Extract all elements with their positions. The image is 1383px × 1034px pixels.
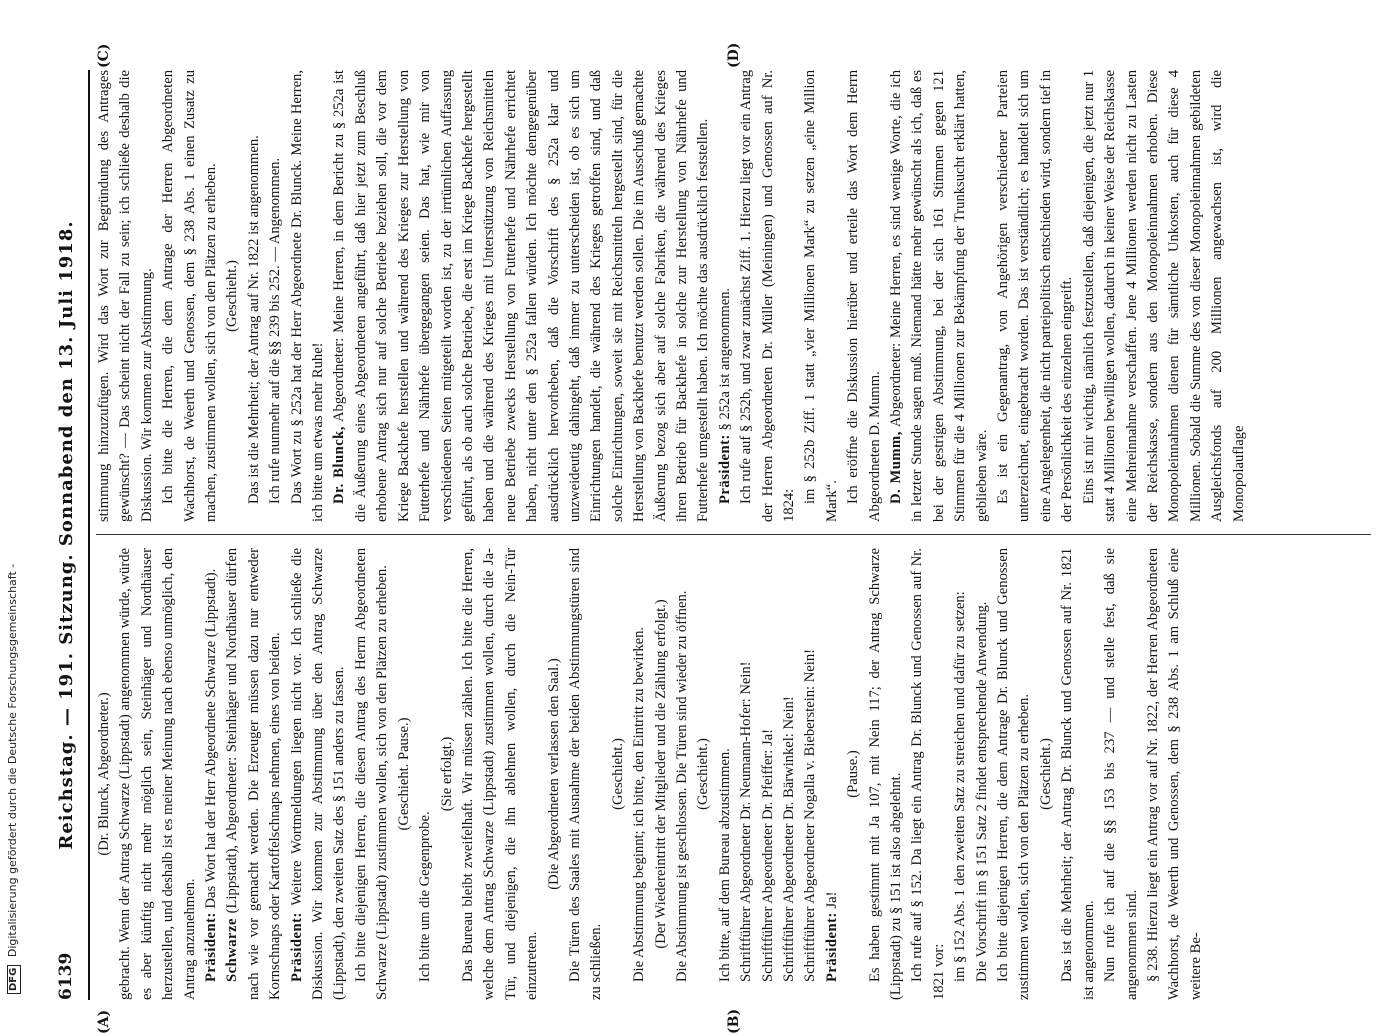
- paragraph-text: (Lippstadt), Abgeordneter: Steinhäger und Nordhäuser dürfen nach wie vor gemacht werden. Die Erzeuger müssen dazu nur entweder Kornschnaps oder Kartoffelschnaps nehmen, eines von beiden.: [224, 548, 284, 1000]
- paragraph: [351, 548, 394, 1000]
- paragraph: [993, 70, 1079, 522]
- paragraph: [265, 70, 286, 522]
- paragraph-text: Abgeordneter: Meine Herren, in dem Bericht zu § 252a ist die Äußerung eines Abgeordneten angeführt, daß hier jetzt zum Beschluß erhobene Antrag sich nur auf solche Betriebe beziehen soll, die vor dem Kriege Backhefe herstellen und während des Krieges zur Herstellung von Futterhefe und Nährhefe übergegangen seien. Das hat, wie mir von verschiedenen Seiten mitgeteilt worden ist, zu der irrtümlichen Auffassung geführt, als ob auch solche Betriebe, die erst im Kriege Backhefe hergestellt haben und die während des Krieges mit Unterstützung von Reichsmitteln neue Betriebe zwecks Herstellung von Futterhefe und Nährhefe errichtet haben, nicht unter den § 252a fallen würden. Ich möchte demgegenüber ausdrücklich hervorheben, daß die Vorschrift des § 252a klar und unzweideutig dahingeht, daß immer zu unterscheiden ist, ob es sich um Einrichtungen handelt, die während des Krieges getroffen sind, und daß solche Einrichtungen, soweit sie mit Reichsmitteln hergestellt sind, für die Herstellung von Backhefe benutzt werden sollen. Die im Ausschuß gemachte Äußerung bezog sich aber auf solche Fabriken, die während des Krieges ihren Betrieb für Backhefe in solche zur Herstellung von Nährhefe und Futterhefe umgestellt haben. Ich möchte das ausdrücklich feststellen.: [331, 70, 712, 522]
- paragraph-text: Eins ist mir wichtig, nämlich festzustellen, daß diejenigen, die jetzt nur 1 statt 4 Millionen bewilligen wollen, dadurch in keiner Weise der Reichskasse eine Mehreinnahme verschaffen. Jene 4 Millionen werden nicht zu Lasten der Reichskasse, sondern aus den Monopoleinnahmen erhoben. Diese Monopoleinnahmen dienen für sämtliche Unkosten, auch für diese 4 Millionen. Sobald die Summe des von dieser Monopoleinnahmen gebildeten Ausgleichsfonds auf 200 Millionen angewachsen ist, wird die Monopolauflage: [1080, 70, 1247, 522]
- dfg-logo: DFG: [7, 965, 21, 994]
- paragraph: [94, 70, 158, 522]
- speaker-name: Präsident:: [288, 912, 305, 982]
- paragraph: [651, 548, 672, 1000]
- paragraph-text: Schriftführer Abgeordneter Dr. Bärwinkel: Nein!: [781, 696, 797, 982]
- paragraph-text: Es ist ein Gegenantrag, von Angehörigen verschiedener Parteien unterzeichnet, eingebracht worden. Das ist verständlich; es handelt sich um eine Angelegenheit, die nicht parteipolitisch entschieden wird, sondern tief in der Persönlichkeit des einzelnen eingreift.: [995, 70, 1076, 522]
- paragraph-text: (Geschieht.): [695, 738, 712, 810]
- paragraph-text: Weitere Wortmeldungen liegen nicht vor. Ich schließe die Diskussion. Wir kommen zur Abstimmung über den Antrag Schwarze (Lippstadt), den zweiten Satz des § 151 anders zu fassen.: [288, 548, 348, 1000]
- paragraph-text: Ja!: [823, 891, 840, 913]
- paragraph: [1100, 548, 1143, 1000]
- paragraph: [94, 548, 115, 1000]
- paragraph: [608, 548, 629, 1000]
- paragraph: [865, 548, 908, 1000]
- paragraph: [672, 548, 693, 1000]
- digitization-credit: [4, 4, 22, 994]
- margin-mark-a: (A): [96, 1009, 112, 1034]
- paragraph-text: Ich bitte, auf dem Bureau abzustimmen.: [716, 748, 733, 982]
- speaker-name: Präsident:: [716, 434, 733, 504]
- margin-mark-b: (B): [726, 1008, 742, 1034]
- paragraph-text: Die Abstimmung beginnt; ich bitte, den Eintritt zu bewirken.: [631, 626, 648, 982]
- paragraph-text: stimmung hinzuzufügen. Wird das Wort zur Begründung des Antrages gewünscht? — Das scheint nicht der Fall zu sein; ich schließe deshalb die Diskussion. Wir kommen zur Abstimmung.: [96, 70, 155, 522]
- paragraph: [437, 548, 458, 1000]
- paragraph: [394, 548, 415, 1000]
- paragraph-text: Ich rufe auf § 152. Da liegt ein Antrag Dr. Blunck und Genossen auf Nr. 1821 vor:: [909, 548, 947, 1000]
- paragraph: [329, 70, 714, 522]
- paragraph-text: (Die Abgeordneten verlassen den Saal.): [545, 658, 562, 890]
- paragraph: [693, 548, 714, 1000]
- paragraph-text: im § 252b Ziff. 1 statt „vier Millionen Mark“ zu setzen „eine Million Mark“.: [802, 70, 840, 522]
- paragraph-text: § 252a ist angenommen.: [716, 287, 733, 435]
- paragraph-text: § 238. Hierzu liegt ein Antrag vor auf Nr. 1822, der Herren Abgeordneten Wachhorst, de Weerth und Genossen, dem § 238 Abs. 1 am Schluß eine weitere Be-: [1144, 548, 1204, 1000]
- paragraph: [158, 70, 222, 522]
- paragraph: [822, 548, 843, 1000]
- paragraph-text: Das ist die Mehrheit; der Antrag Dr. Blunck und Genossen auf Nr. 1821 ist angenommen.: [1059, 548, 1097, 1000]
- paragraph: [415, 548, 436, 1000]
- paragraph: [736, 70, 800, 522]
- paragraph-text: Nun rufe ich auf die §§ 153 bis 237 — und stelle fest, daß sie angenommen sind.: [1102, 548, 1140, 1000]
- paragraph: [1079, 70, 1250, 522]
- paragraph-text: (Geschieht.): [224, 260, 241, 332]
- paragraph: [800, 548, 821, 1000]
- rotated-page: [50, 42, 1380, 1034]
- paragraph-text: Schriftführer Abgeordneter Dr. Pfeiffer: Ja!: [759, 728, 776, 982]
- paragraph: [715, 548, 736, 1000]
- paragraph: [1036, 548, 1057, 1000]
- paragraph-text: Ich bitte diejenigen Herren, die diesen Antrag des Herrn Abgeordneten Schwarze (Lippstadt) zustimmen wollen, sich von den Plätzen zu erheben.: [352, 548, 391, 1000]
- paragraph-text: Das Wort zu § 252a hat der Herr Abgeordnete Dr. Blunck. Meine Herren, ich bitte um etwas mehr Ruhe!: [288, 70, 327, 522]
- paragraph: [565, 548, 608, 1000]
- paragraph-text: Die Türen des Saales mit Ausnahme der beiden Abstimmungstüren sind zu schließen.: [566, 548, 605, 1000]
- paragraph: [993, 548, 1036, 1000]
- paragraph-text: Schriftführer Abgeordneter Nogalla v. Bieberstein: Nein!: [802, 649, 819, 982]
- paragraph: [1057, 548, 1100, 1000]
- paragraph-text: Ich eröffne die Diskussion hierüber und erteile das Wort dem Herrn Abgeordneten D. Mumm.: [845, 70, 883, 522]
- paragraph: [287, 548, 351, 1000]
- paragraph-text: (Sie erfolgt.): [438, 736, 455, 812]
- paragraph: [907, 548, 950, 1000]
- paragraph-text: Ich rufe nunmehr auf die §§ 239 bis 252. — Angenommen.: [267, 157, 284, 504]
- speaker-name: D. Mumm,: [888, 431, 905, 504]
- paragraph-text: Das Bureau bleibt zweifelhaft. Wir müssen zählen. Ich bitte die Herren, welche dem Antrag Schwarze (Lippstadt) zustimmen wollen, durch die Ja-Tür, und diejenigen, die ihn ablehnen wollen, durch die Nein-Tür einzutreten.: [459, 548, 541, 1000]
- paragraph-text: (Geschieht.): [1037, 738, 1054, 810]
- paragraph-text: Das ist die Mehrheit; der Antrag auf Nr. 1822 ist angenommen.: [245, 135, 262, 504]
- paragraph-text: Die Abstimmung ist geschlossen. Die Türen sind wieder zu öffnen.: [673, 590, 690, 982]
- paragraph: [244, 70, 265, 522]
- paragraph: [843, 548, 864, 1000]
- paragraph-text: Das Wort hat der Herr Abgeordnete Schwarze (Lippstadt).: [203, 568, 220, 913]
- paragraph-text: gebracht. Wenn der Antrag Schwarze (Lippstadt) angenommen würde, würde es aber künftig nicht mehr möglich sein, Steinhäger und Nordhäuser herzustellen, und deshalb ist es meiner Meinung nach ebenso unmöglich, den Antrag anzunehmen.: [117, 548, 198, 1000]
- paragraph-text: (Dr. Blunck, Abgeordneter.): [96, 692, 112, 856]
- right-column: [94, 70, 1250, 522]
- column-divider: [96, 534, 1371, 535]
- paragraph: [950, 548, 971, 1000]
- paragraph: [201, 548, 222, 1000]
- page-header: [50, 70, 90, 1000]
- paragraph: [1143, 548, 1207, 1000]
- paragraph: [886, 70, 993, 522]
- paragraph: [758, 548, 779, 1000]
- speaker-name: Präsident:: [203, 912, 220, 982]
- credit-text: Digitalisierung gefördert durch die Deutsche Forschungsgemeinschaft -: [6, 563, 19, 958]
- paragraph-text: Ich bitte diejenigen Herren, die dem Antrage Dr. Blunck und Genossen zustimmen wollen, sich von den Plätzen zu erheben.: [995, 548, 1033, 1000]
- paragraph: [544, 548, 565, 1000]
- paragraph: [287, 70, 330, 522]
- paragraph-text: Es haben gestimmt mit Ja 107, mit Nein 117; der Antrag Schwarze (Lippstadt) zu § 151 ist also abgelehnt.: [866, 548, 905, 1000]
- paragraph-text: Schriftführer Abgeordneter Dr. Neumann-Hofer: Nein!: [738, 661, 755, 982]
- page-title: Reichstag. — 191. Sitzung. Sonnabend den 13. Juli 1918.: [56, 220, 77, 850]
- paragraph-text: Abgeordneter: Meine Herren, es sind wenige Worte, die ich in letzter Stunde sagen muß. Niemand hätte mehr gewünscht als ich, daß es bei der gestrigen Abstimmung, bei der sich 161 Stimmen gegen 121 Stimmen für die 4 Millionen zur Bekämpfung der Trunksucht erklärt hatten, geblieben wäre.: [888, 70, 990, 522]
- speaker-name: Präsident:: [823, 912, 840, 982]
- paragraph-text: im § 152 Abs. 1 den zweiten Satz zu streichen und dafür zu setzen:: [952, 591, 969, 982]
- margin-mark-c: (C): [96, 43, 112, 68]
- paragraph-text: (Geschieht.): [609, 738, 626, 810]
- paragraph-text: (Der Wiedereintritt der Mitglieder und die Zählung erfolgt.): [652, 599, 669, 949]
- speaker-name: Dr. Blunck,: [331, 426, 348, 504]
- paragraph-text: Die Vorschrift im § 151 Satz 2 findet entsprechende Anwendung.: [973, 601, 990, 982]
- paragraph: [736, 548, 757, 1000]
- paragraph: [779, 548, 800, 1000]
- page-number: 6139: [56, 952, 76, 1000]
- paragraph: [629, 548, 650, 1000]
- margin-mark-d: (D): [726, 42, 742, 68]
- paragraph: [458, 548, 544, 1000]
- paragraph: [843, 70, 886, 522]
- paragraph: [800, 70, 843, 522]
- paragraph-text: (Geschieht. Pause.): [395, 717, 412, 831]
- left-column: [94, 548, 1207, 1000]
- paragraph-text: Ich bitte um die Gegenprobe.: [417, 811, 434, 982]
- paragraph-text: Ich bitte die Herren, die dem Antrage der Herren Abgeordneten Wachhorst, de Weerth und Genossen, dem § 238 Abs. 1 einen Zusatz zu machen, zustimmen wollen, sich von den Plätzen zu erheben.: [160, 70, 220, 522]
- paragraph: [115, 548, 201, 1000]
- paragraph: [222, 548, 286, 1000]
- paragraph-text: Ich rufe auf § 252b, und zwar zunächst Ziff. 1. Hierzu liegt vor ein Antrag der Herren Abgeordneten Dr. Müller (Meiningen) und Genossen auf Nr. 1824:: [738, 70, 797, 522]
- paragraph: [972, 548, 993, 1000]
- speaker-name: Schwarze: [224, 918, 241, 982]
- paragraph: [715, 70, 736, 522]
- paragraph-text: (Pause.): [845, 750, 862, 798]
- paragraph: [222, 70, 243, 522]
